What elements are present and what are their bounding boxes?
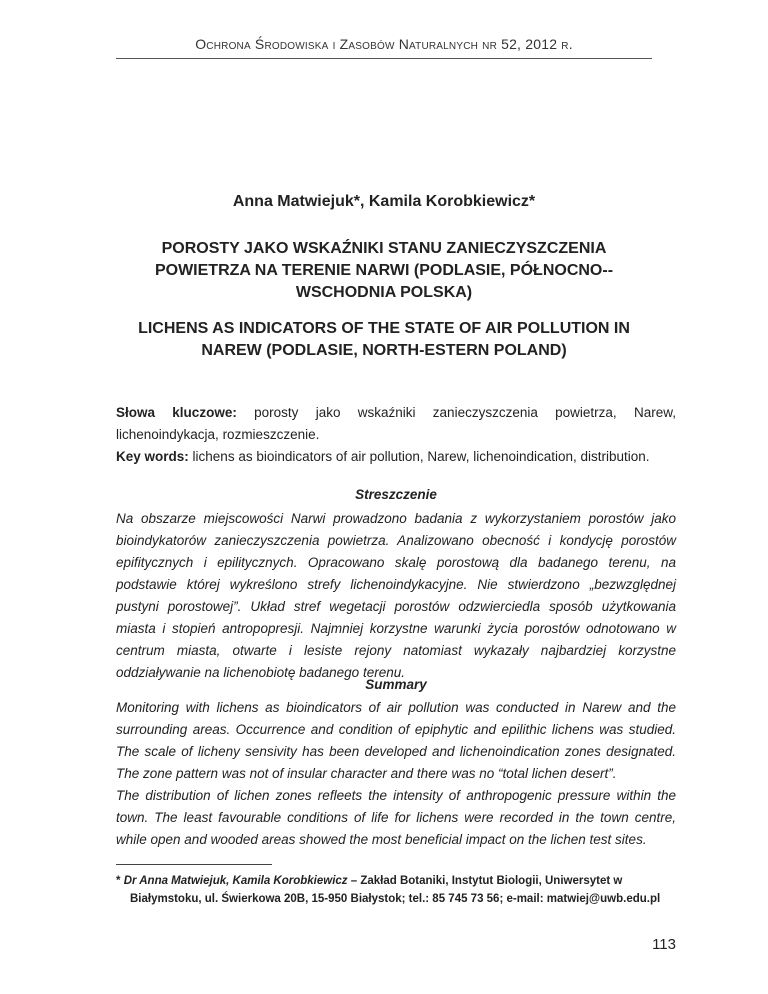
title-polish: POROSTY JAKO WSKAŹNIKI STANU ZANIECZYSZCZENIA POWIETRZA NA TERENIE NARWI (PODLASIE, PÓŁNOCNO--WSCHODNIA POLSKA)	[154, 240, 614, 301]
abstract-polish: Na obszarze miejscowości Narwi prowadzono badania z wykorzystaniem porostów jako bioindykatorów zanieczyszczenia powietrza. Analizowano obecność i kondycję porostów epifitycznych i epilitycznych. Opracowano skalę porostową dla badanego terenu, na podstawie której wykreślono strefy lichenoindykacyjne. Nie stwierdzono „bezwzględnej pustyni porostowej”. Układ stref wegetacji porostów odzwierciedla sposób użytkowania miasta i stopień antropopresji. Najmniej korzystne warunki życia porostów odnotowano w centrum miasta, otwarte i lesiste rejony natomiast wykazały najbardziej korzystne oddziaływanie na lichenobiotę badanego terenu.	[116, 511, 676, 680]
abstract-english-paragraph-2: The distribution of lichen zones refleets the intensity of anthropogenic pressure within the town. The least favourable conditions of life for lichens were recorded in the town centre, while open and wooded areas showed the most beneficial impact on the lichen test sites.	[116, 788, 676, 847]
keywords-polish-label: Słowa kluczowe:	[116, 405, 237, 420]
footnote-rule	[116, 864, 272, 865]
keywords-english-text: lichens as bioindicators of air pollution, Narew, lichenoindication, distribution.	[192, 449, 650, 464]
footnote-names: Dr Anna Matwiejuk, Kamila Korobkiewicz	[123, 875, 348, 887]
footnote-marker: *	[116, 875, 121, 887]
abstract-polish-heading: Streszczenie	[355, 487, 437, 502]
abstract-english-heading: Summary	[365, 677, 427, 692]
title-english: LICHENS AS INDICATORS OF THE STATE OF AIR POLLUTION IN NAREW (PODLASIE, NORTH-ESTERN POLAND)	[138, 320, 630, 359]
authors: Anna Matwiejuk*, Kamila Korobkiewicz*	[232, 193, 536, 210]
page-number: 113	[652, 936, 676, 953]
header-rule	[116, 58, 652, 59]
keywords-english	[116, 446, 676, 468]
footnote	[116, 872, 676, 908]
keywords-polish	[116, 402, 676, 446]
footnote-affiliation: – Zakład Botaniki, Instytut Biologii, Uniwersytet w Białymstoku, ul. Świerkowa 20B, 15-950 Białystok; tel.: 85 745 73 56; e-mail: matwiej@uwb.edu.pl	[130, 875, 661, 905]
running-header: Ochrona Środowiska i Zasobów Naturalnych nr 52, 2012 r.	[195, 36, 573, 52]
abstract-english-paragraph-1: Monitoring with lichens as bioindicators of air pollution was conducted in Narew and the surrounding areas. Occurrence and condition of epiphytic and epilithic lichens was studied. The scale of licheny sensivity has been developed and lichenoindication zones designated. The zone pattern was not of insular character and there was no “total lichen desert”.	[116, 700, 676, 781]
abstract-english	[116, 697, 676, 851]
keywords-polish-text: porosty jako wskaźniki zanieczyszczenia powietrza, Narew, lichenoindykacja, rozmieszczenie.	[116, 405, 676, 442]
keywords-english-label: Key words:	[116, 449, 189, 464]
